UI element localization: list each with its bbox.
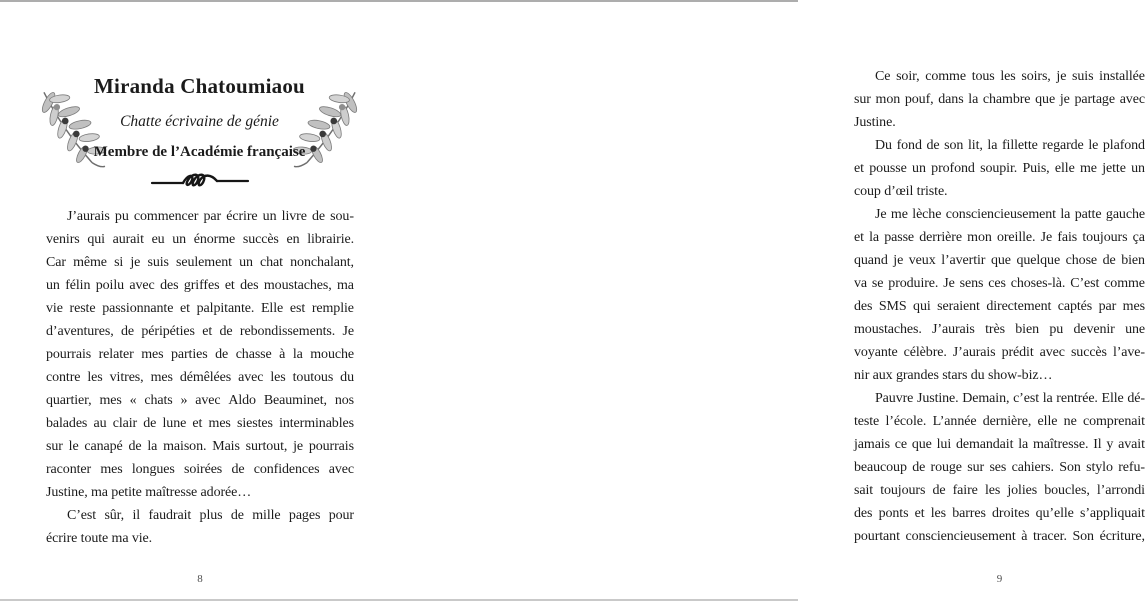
text-line: Du fond de son lit, la fillette regarde le plafond bbox=[875, 138, 1145, 153]
text-line: moustaches. J’aurais très bien pu devenir une bbox=[854, 322, 1145, 337]
text-line: Car même si je suis seulement un chat nonchalant, bbox=[46, 255, 354, 270]
section-divider bbox=[0, 171, 399, 198]
text-line: voyante célèbre. J’aurais prédit avec succès l’ave- bbox=[854, 345, 1145, 360]
page-body-right bbox=[854, 65, 1145, 548]
text-line: jamais ce que lui demandait la maîtresse. Il y avait bbox=[854, 437, 1145, 452]
text-line: sur mon pouf, dans la chambre que je partage avec bbox=[854, 92, 1145, 107]
text-line: J’aurais pu commencer par écrire un livre de sou- bbox=[67, 209, 354, 224]
text-line: C’est sûr, il faudrait plus de mille pages pour bbox=[67, 508, 354, 523]
text-line: pourtant consciencieusement à tracer. Son écriture, bbox=[854, 529, 1145, 544]
text-line: un félin poilu avec des griffes et des moustaches, ma bbox=[46, 278, 354, 293]
text-line: teste l’école. L’année dernière, elle ne comprenait bbox=[854, 414, 1145, 429]
text-line: beaucoup de rouge sur ses cahiers. Son stylo refu- bbox=[854, 460, 1145, 475]
text-line: sait toujours de faire les jolies boucles, l’arrondi bbox=[854, 483, 1145, 498]
rope-twist-divider-icon bbox=[150, 171, 250, 193]
text-line: écrire toute ma vie. bbox=[46, 531, 153, 546]
text-line: raconter mes longues soirées de confidences avec bbox=[46, 462, 354, 477]
text-line: venirs qui aurait eu un énorme succès en librairie. bbox=[46, 232, 354, 247]
text-line: des ponts et les barres droites qu’elle s’appliquait bbox=[854, 506, 1145, 521]
author-header bbox=[0, 74, 399, 161]
text-line: vie reste passionnante et palpitante. Elle est remplie bbox=[46, 301, 354, 316]
text-line: quand je veux l’avertir que quelque chose de bien bbox=[854, 253, 1145, 268]
text-line: d’aventures, de péripéties et de rebondissements. Je bbox=[46, 324, 354, 339]
page-number-left: 8 bbox=[197, 573, 203, 585]
author-membership: Membre de l’Académie française bbox=[93, 144, 306, 160]
text-line: Pauvre Justine. Demain, c’est la rentrée. Elle dé- bbox=[875, 391, 1145, 406]
page-number-right: 9 bbox=[996, 573, 1003, 585]
text-line: Ce soir, comme tous les soirs, je suis installée bbox=[875, 69, 1145, 84]
text-line: Justine, ma petite maîtresse adorée… bbox=[46, 485, 252, 500]
text-line: nir aux grandes stars du show-biz… bbox=[854, 368, 1053, 383]
text-line: pourrais relater mes parties de chasse à la mouche bbox=[46, 347, 354, 362]
author-role: Chatte écrivaine de génie bbox=[120, 113, 279, 130]
text-line: coup d’œil triste. bbox=[854, 184, 948, 199]
book-page-left bbox=[0, 2, 399, 599]
text-line: des SMS qui seraient directement captés par mes bbox=[854, 299, 1145, 314]
text-line: quartier, mes « chats » avec Aldo Beauminet, nos bbox=[46, 393, 354, 408]
text-line: va se produire. Je sens ces choses-là. C’est comme bbox=[854, 276, 1145, 291]
author-name: Miranda Chatoumiaou bbox=[94, 74, 305, 98]
text-line: Justine. bbox=[854, 115, 896, 130]
book-page-right bbox=[399, 2, 1145, 599]
text-line: sur le canapé de la maison. Mais surtout, je pourrais bbox=[46, 439, 354, 454]
text-line: et pousse un profond soupir. Puis, elle me jette un bbox=[854, 161, 1145, 176]
text-line: balades au clair de lune et mes siestes interminables bbox=[46, 416, 354, 431]
text-line: et la passe derrière mon oreille. Je fais toujours ça bbox=[854, 230, 1145, 245]
text-line: Je me lèche consciencieusement la patte gauche bbox=[875, 207, 1145, 222]
text-line: contre les vitres, mes démêlées avec les toutous du bbox=[46, 370, 354, 385]
page-body-left bbox=[46, 205, 354, 550]
